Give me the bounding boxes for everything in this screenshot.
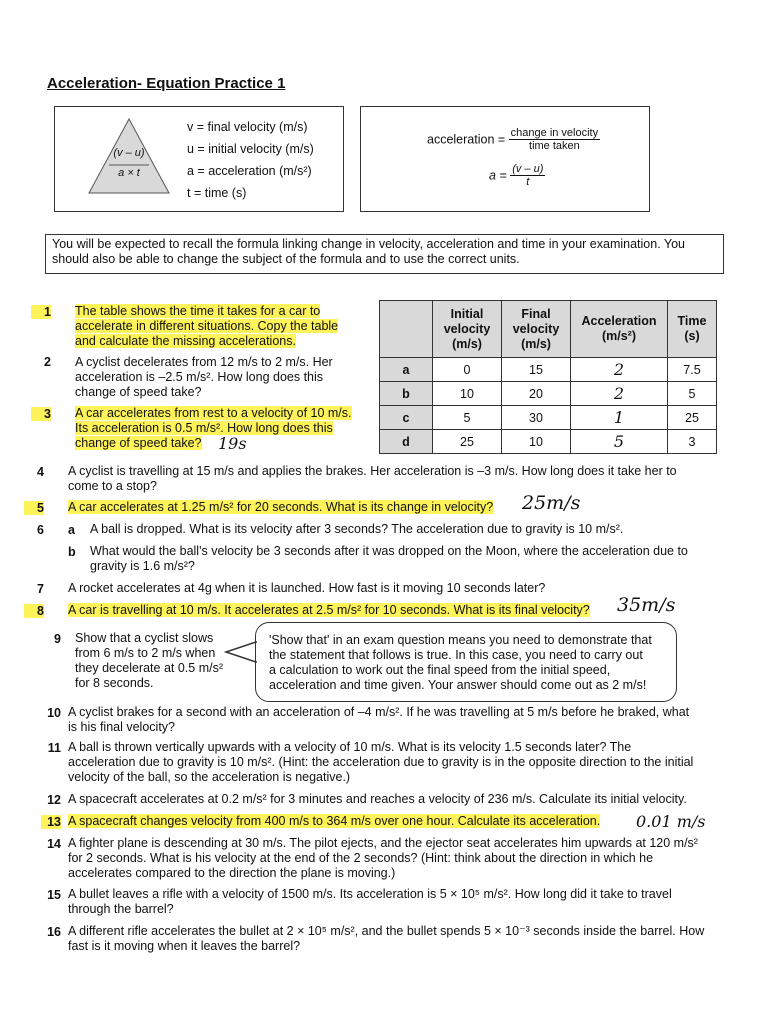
q14-number: 14 (47, 837, 61, 851)
q4-number: 4 (37, 465, 44, 479)
table-header: Initial velocity (m/s) (433, 301, 502, 358)
q8-text (68, 603, 590, 618)
bubble-pointer-icon (224, 640, 258, 664)
q3-handwritten-answer: 19s (218, 434, 247, 453)
cell-final: 10 (502, 430, 571, 454)
q11-text (68, 740, 693, 785)
cell-final: 20 (502, 382, 571, 406)
q1-line: The table shows the time it takes for a car to (75, 304, 321, 318)
q9-text (75, 631, 223, 691)
cell-acceleration: 5 (571, 430, 668, 454)
definition-a: a = acceleration (m/s²) (187, 164, 312, 178)
q6b-text (90, 544, 688, 574)
q7-text: A rocket accelerates at 4g when it is launched. How fast is it moving 10 seconds later? (68, 581, 546, 595)
q14-line: accelerates compared to the direction the plane is moving.) (68, 866, 396, 880)
definition-u: u = initial velocity (m/s) (187, 142, 314, 156)
bubble-text (269, 633, 652, 693)
formula-fraction-short (510, 163, 545, 188)
q16-line: fast is it moving when it leaves the barrel? (68, 939, 301, 953)
q9-line: from 6 m/s to 2 m/s when (75, 646, 216, 660)
q8-number: 8 (24, 604, 44, 618)
q13-line: A spacecraft changes velocity from 400 m/s to 364 m/s over one hour. Calculate its acceleration. (68, 814, 601, 828)
intro-text: You will be expected to recall the formula linking change in velocity, acceleration and time in your examination. You should also be able to change the subject of the formula and to use the correct units. (52, 237, 686, 266)
q4-line: come to a stop? (68, 479, 157, 493)
q1-number: 1 (31, 305, 51, 319)
q3-text (75, 406, 352, 451)
q1-line: accelerate in different situations. Copy the table (75, 319, 339, 333)
table-header: Acceleration (m/s²) (571, 301, 668, 358)
table-row (380, 430, 717, 454)
formula-numerator: change in velocity (510, 127, 599, 139)
cell-time: 25 (668, 406, 717, 430)
q1-text (75, 304, 338, 349)
formula-lhs: acceleration = (427, 132, 506, 147)
cell-final: 15 (502, 358, 571, 382)
q6a-label: a (68, 523, 75, 537)
q6b-label: b (68, 545, 76, 559)
formula-fraction (509, 127, 600, 152)
q9-line: they decelerate at 0.5 m/s² (75, 661, 223, 675)
q8-line: A car is travelling at 10 m/s. It accelerates at 2.5 m/s² for 10 seconds. What is its final velocity? (68, 603, 590, 617)
formula-denominator: time taken (529, 140, 580, 152)
q13-number: 13 (41, 815, 61, 829)
q3-line: Its acceleration is 0.5 m/s². How long does this (75, 421, 333, 435)
page-title: Acceleration- Equation Practice 1 (47, 75, 286, 92)
q4-line: A cyclist is travelling at 15 m/s and applies the brakes. Her acceleration is –3 m/s. How long does it take her to (68, 464, 677, 478)
q15-line: through the barrel? (68, 902, 174, 916)
q5-text (68, 500, 493, 515)
table-row (380, 406, 717, 430)
cell-initial: 10 (433, 382, 502, 406)
q10-line: A cyclist brakes for a second with an acceleration of –4 m/s². If he was travelling at 5 m/s before he braked, what (68, 705, 690, 719)
q15-number: 15 (47, 888, 61, 902)
row-label: a (380, 358, 433, 382)
formula-denominator-short: t (526, 176, 530, 188)
cell-acceleration: 2 (571, 382, 668, 406)
q14-line: A fighter plane is descending at 30 m/s. The pilot ejects, and the ejector seat accelerates him upwards at 120 m/s² (68, 836, 698, 850)
q11-line: A ball is thrown vertically upwards with a velocity of 10 m/s. What is its velocity 1.5 seconds later? The (68, 740, 632, 754)
hint-bubble (255, 622, 677, 702)
table-corner (380, 301, 433, 358)
table-header: Time (s) (668, 301, 717, 358)
cell-acceleration: 1 (571, 406, 668, 430)
q2-line: change of speed take? (75, 385, 202, 399)
q14-line: for 2 seconds. What is his velocity at the end of the 2 seconds? (Hint: think about the direction in which he (68, 851, 654, 865)
triangle-top: (v – u) (113, 147, 145, 159)
bubble-line: 'Show that' in an exam question means you need to demonstrate that (269, 633, 652, 647)
q15-text (68, 887, 672, 917)
cell-time: 3 (668, 430, 717, 454)
q12-text: A spacecraft accelerates at 0.2 m/s² for 3 minutes and reaches a velocity of 236 m/s. Calculate its initial velocity. (68, 792, 687, 806)
q1-line: and calculate the missing accelerations. (75, 334, 296, 348)
cell-time: 5 (668, 382, 717, 406)
q11-line: acceleration due to gravity is 10 m/s². (Hint: the acceleration due to gravity is in the opposite direction to the initial (68, 755, 694, 769)
q14-text (68, 836, 698, 881)
q2-line: A cyclist decelerates from 12 m/s to 2 m/s. Her (75, 355, 333, 369)
q6b-line: What would the ball's velocity be 3 seconds after it was dropped on the Moon, where the acceleration due to (90, 544, 688, 558)
cell-acceleration: 2 (571, 358, 668, 382)
q5-number: 5 (24, 501, 44, 515)
q13-handwritten-answer: 0.01 m/s (636, 812, 706, 831)
q16-number: 16 (47, 925, 61, 939)
definitions-box (54, 106, 344, 212)
q5-handwritten-answer: 25m/s (522, 492, 581, 514)
definition-t: t = time (s) (187, 186, 247, 200)
table-row (380, 382, 717, 406)
row-label: b (380, 382, 433, 406)
bubble-line: acceleration and time given. Your answer should come out as 2 m/s! (269, 678, 647, 692)
cell-initial: 0 (433, 358, 502, 382)
formula-lhs-short: a = (489, 168, 507, 183)
cell-final: 30 (502, 406, 571, 430)
q9-line: for 8 seconds. (75, 676, 154, 690)
q9-line: Show that a cyclist slows (75, 631, 214, 645)
bubble-line: the statement that follows is true. In this case, you need to carry out (269, 648, 643, 662)
q15-line: A bullet leaves a rifle with a velocity of 1500 m/s. Its acceleration is 5 × 10⁵ m/s². How long did it take to travel (68, 887, 672, 901)
definition-v: v = final velocity (m/s) (187, 120, 308, 134)
formula-acceleration (427, 127, 600, 152)
table-header: Final velocity (m/s) (502, 301, 571, 358)
cell-initial: 5 (433, 406, 502, 430)
q12-number: 12 (47, 793, 61, 807)
q8-handwritten-answer: 35m/s (617, 594, 676, 616)
q10-text (68, 705, 689, 735)
q6b-line: gravity is 1.6 m/s²? (90, 559, 195, 573)
q2-line: acceleration is –2.5 m/s². How long does this (75, 370, 324, 384)
formula-numerator-short: (v – u) (512, 163, 544, 175)
q3-line: A car accelerates from rest to a velocity of 10 m/s. (75, 406, 352, 420)
q10-line: is his final velocity? (68, 720, 175, 734)
q5-line: A car accelerates at 1.25 m/s² for 20 seconds. What is its change in velocity? (68, 500, 494, 514)
row-label: c (380, 406, 433, 430)
formula-box (360, 106, 650, 212)
q10-number: 10 (47, 706, 61, 720)
table-header-row (380, 301, 717, 358)
q11-number: 11 (47, 741, 61, 755)
q16-line: A different rifle accelerates the bullet at 2 × 10⁵ m/s², and the bullet spends 5 × 10⁻³ seconds inside the barrel. How (68, 924, 705, 938)
q13-text (68, 814, 600, 829)
q16-text (68, 924, 704, 954)
q11-line: velocity of the ball, so the acceleration is negative.) (68, 770, 351, 784)
q6-number: 6 (37, 523, 44, 537)
acceleration-table (379, 300, 717, 454)
q2-number: 2 (44, 355, 51, 369)
formula-a (489, 163, 545, 188)
q3-number: 3 (31, 407, 51, 421)
q7-number: 7 (37, 582, 44, 596)
q2-text (75, 355, 333, 400)
q4-text (68, 464, 677, 494)
cell-initial: 25 (433, 430, 502, 454)
q6a-text: A ball is dropped. What is its velocity after 3 seconds? The acceleration due to gravity is 10 m/s². (90, 522, 624, 536)
cell-time: 7.5 (668, 358, 717, 382)
row-label: d (380, 430, 433, 454)
bubble-line: a calculation to work out the final speed from the initial speed, (269, 663, 611, 677)
intro-box (45, 234, 724, 274)
triangle-bottom: a × t (118, 167, 140, 179)
table-row (380, 358, 717, 382)
q9-number: 9 (54, 632, 61, 646)
q3-line: change of speed take? (75, 436, 202, 450)
